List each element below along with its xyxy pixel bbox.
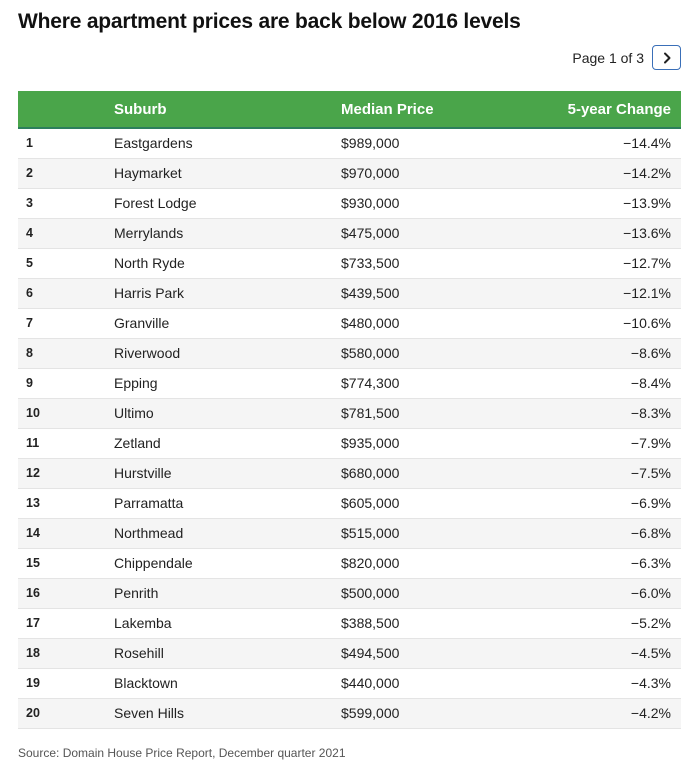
table-row	[18, 188, 681, 218]
chevron-right-icon	[662, 52, 672, 64]
five-year-change-cell: −13.9%	[536, 188, 681, 218]
suburb-cell: Forest Lodge	[114, 188, 341, 218]
suburb-cell: Northmead	[114, 518, 341, 548]
table-row	[18, 368, 681, 398]
pagination	[572, 44, 681, 71]
table-row	[18, 668, 681, 698]
table-row	[18, 248, 681, 278]
rank-cell: 16	[18, 578, 114, 608]
five-year-change-cell: −8.4%	[536, 368, 681, 398]
five-year-change-cell: −12.1%	[536, 278, 681, 308]
suburb-cell: Chippendale	[114, 548, 341, 578]
next-page-button[interactable]	[652, 45, 681, 70]
rank-cell: 14	[18, 518, 114, 548]
five-year-change-cell: −8.3%	[536, 398, 681, 428]
five-year-change-cell: −10.6%	[536, 308, 681, 338]
suburb-cell: Granville	[114, 308, 341, 338]
page-title: Where apartment prices are back below 2016 levels	[18, 10, 521, 33]
table-row	[18, 458, 681, 488]
rank-cell: 15	[18, 548, 114, 578]
rank-cell: 19	[18, 668, 114, 698]
median-price-cell: $930,000	[341, 188, 536, 218]
table-row	[18, 308, 681, 338]
rank-cell: 1	[18, 128, 114, 158]
rank-cell: 12	[18, 458, 114, 488]
median-price-cell: $388,500	[341, 608, 536, 638]
suburb-cell: Merrylands	[114, 218, 341, 248]
table-row	[18, 548, 681, 578]
table-row	[18, 578, 681, 608]
table-row	[18, 638, 681, 668]
table-row	[18, 608, 681, 638]
rank-cell: 8	[18, 338, 114, 368]
rank-cell: 7	[18, 308, 114, 338]
rank-cell: 18	[18, 638, 114, 668]
median-price-cell: $605,000	[341, 488, 536, 518]
median-price-cell: $475,000	[341, 218, 536, 248]
rank-cell: 4	[18, 218, 114, 248]
table-row	[18, 158, 681, 188]
column-header-suburb: Suburb	[114, 91, 341, 128]
table-row	[18, 428, 681, 458]
table-row	[18, 338, 681, 368]
suburb-cell: Eastgardens	[114, 128, 341, 158]
table-row	[18, 488, 681, 518]
suburb-cell: Haymarket	[114, 158, 341, 188]
page-indicator: Page 1 of 3	[572, 49, 644, 66]
five-year-change-cell: −6.3%	[536, 548, 681, 578]
table-row	[18, 128, 681, 158]
median-price-cell: $935,000	[341, 428, 536, 458]
column-header-five-year-change: 5-year Change	[536, 91, 681, 128]
table-row	[18, 518, 681, 548]
five-year-change-cell: −14.2%	[536, 158, 681, 188]
five-year-change-cell: −7.5%	[536, 458, 681, 488]
suburb-cell: Parramatta	[114, 488, 341, 518]
five-year-change-cell: −4.3%	[536, 668, 681, 698]
rank-cell: 6	[18, 278, 114, 308]
suburb-cell: Riverwood	[114, 338, 341, 368]
five-year-change-cell: −14.4%	[536, 128, 681, 158]
median-price-cell: $989,000	[341, 128, 536, 158]
rank-cell: 13	[18, 488, 114, 518]
table-row	[18, 698, 681, 728]
suburb-cell: North Ryde	[114, 248, 341, 278]
median-price-cell: $494,500	[341, 638, 536, 668]
five-year-change-cell: −5.2%	[536, 608, 681, 638]
median-price-cell: $480,000	[341, 308, 536, 338]
median-price-cell: $820,000	[341, 548, 536, 578]
suburb-cell: Lakemba	[114, 608, 341, 638]
suburb-cell: Blacktown	[114, 668, 341, 698]
column-header-rank	[18, 91, 114, 128]
rank-cell: 20	[18, 698, 114, 728]
five-year-change-cell: −6.0%	[536, 578, 681, 608]
table-body	[18, 128, 681, 728]
median-price-cell: $774,300	[341, 368, 536, 398]
median-price-cell: $515,000	[341, 518, 536, 548]
median-price-cell: $733,500	[341, 248, 536, 278]
suburb-cell: Penrith	[114, 578, 341, 608]
five-year-change-cell: −6.9%	[536, 488, 681, 518]
suburb-cell: Zetland	[114, 428, 341, 458]
suburb-cell: Epping	[114, 368, 341, 398]
rank-cell: 10	[18, 398, 114, 428]
source-note: Source: Domain House Price Report, December quarter 2021	[18, 746, 346, 760]
five-year-change-cell: −6.8%	[536, 518, 681, 548]
five-year-change-cell: −4.5%	[536, 638, 681, 668]
rank-cell: 9	[18, 368, 114, 398]
rank-cell: 11	[18, 428, 114, 458]
median-price-cell: $599,000	[341, 698, 536, 728]
table-row	[18, 218, 681, 248]
median-price-cell: $680,000	[341, 458, 536, 488]
median-price-cell: $439,500	[341, 278, 536, 308]
rank-cell: 3	[18, 188, 114, 218]
suburb-cell: Ultimo	[114, 398, 341, 428]
suburb-cell: Seven Hills	[114, 698, 341, 728]
suburb-cell: Hurstville	[114, 458, 341, 488]
five-year-change-cell: −7.9%	[536, 428, 681, 458]
table-row	[18, 398, 681, 428]
rank-cell: 2	[18, 158, 114, 188]
suburb-cell: Harris Park	[114, 278, 341, 308]
rank-cell: 17	[18, 608, 114, 638]
five-year-change-cell: −8.6%	[536, 338, 681, 368]
median-price-cell: $580,000	[341, 338, 536, 368]
five-year-change-cell: −13.6%	[536, 218, 681, 248]
five-year-change-cell: −4.2%	[536, 698, 681, 728]
table-header-row	[18, 91, 681, 128]
median-price-cell: $440,000	[341, 668, 536, 698]
rank-cell: 5	[18, 248, 114, 278]
table-row	[18, 278, 681, 308]
five-year-change-cell: −12.7%	[536, 248, 681, 278]
median-price-cell: $970,000	[341, 158, 536, 188]
price-table	[18, 91, 681, 729]
column-header-median-price: Median Price	[341, 91, 536, 128]
suburb-cell: Rosehill	[114, 638, 341, 668]
median-price-cell: $500,000	[341, 578, 536, 608]
median-price-cell: $781,500	[341, 398, 536, 428]
